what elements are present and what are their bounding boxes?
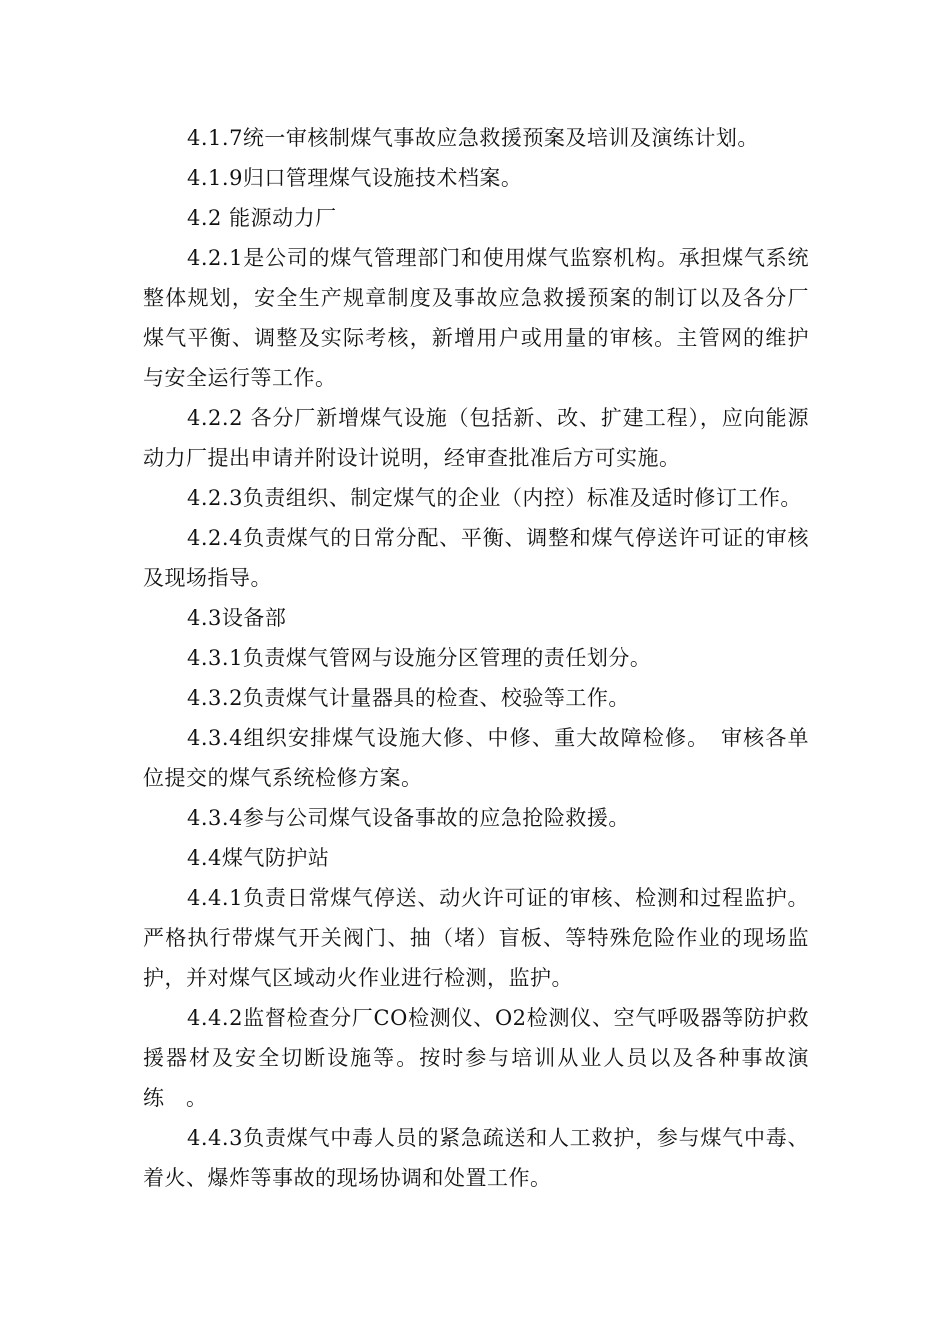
section-heading-4-3: 4.3设备部: [187, 606, 287, 630]
paragraph-4-3-2: 4.3.2负责煤气计量器具的检查、校验等工作。: [187, 686, 630, 710]
paragraph-4-4-1: 4.4.1负责日常煤气停送、动火许可证的审核、检测和过程监护。严格执行带煤气开关阀门、抽（堵）盲板、等特殊危险作业的现场监护，并对煤气区域动火作业进行检测，监护。: [143, 886, 809, 990]
document-body: [143, 118, 809, 1198]
paragraph-4-2-2: 4.2.2 各分厂新增煤气设施（包括新、改、扩建工程），应向能源动力厂提出申请并附设计说明，经审查批准后方可实施。: [143, 406, 809, 470]
paragraph-4-2-1: 4.2.1是公司的煤气管理部门和使用煤气监察机构。承担煤气系统整体规划，安全生产规章制度及事故应急救援预案的制订以及各分厂煤气平衡、调整及实际考核，新增用户或用量的审核。主管网的维护与安全运行等工作。: [143, 246, 809, 390]
paragraph-4-4-2: 4.4.2监督检查分厂CO检测仪、O2检测仪、空气呼吸器等防护救援器材及安全切断设施等。按时参与培训从业人员以及各种事故演练 。: [143, 1006, 809, 1110]
paragraph-4-4-3: 4.4.3负责煤气中毒人员的紧急疏送和人工救护，参与煤气中毒、着火、爆炸等事故的现场协调和处置工作。: [143, 1126, 809, 1190]
section-heading-4-2: 4.2 能源动力厂: [187, 206, 337, 230]
paragraph-4-2-4: 4.2.4负责煤气的日常分配、平衡、调整和煤气停送许可证的审核及现场指导。: [143, 526, 809, 590]
paragraph-4-2-3: 4.2.3负责组织、制定煤气的企业（内控）标准及适时修订工作。: [187, 486, 802, 510]
paragraph-4-3-4-b: 4.3.4参与公司煤气设备事故的应急抢险救援。: [187, 806, 630, 830]
paragraph-4-1-7: 4.1.7统一审核制煤气事故应急救援预案及培训及演练计划。: [187, 126, 759, 150]
section-heading-4-4: 4.4煤气防护站: [187, 846, 330, 870]
paragraph-4-1-9: 4.1.9归口管理煤气设施技术档案。: [187, 166, 523, 190]
paragraph-4-3-4-a: 4.3.4组织安排煤气设施大修、中修、重大故障检修。 审核各单位提交的煤气系统检修方案。: [143, 726, 809, 790]
paragraph-4-3-1: 4.3.1负责煤气管网与设施分区管理的责任划分。: [187, 646, 652, 670]
